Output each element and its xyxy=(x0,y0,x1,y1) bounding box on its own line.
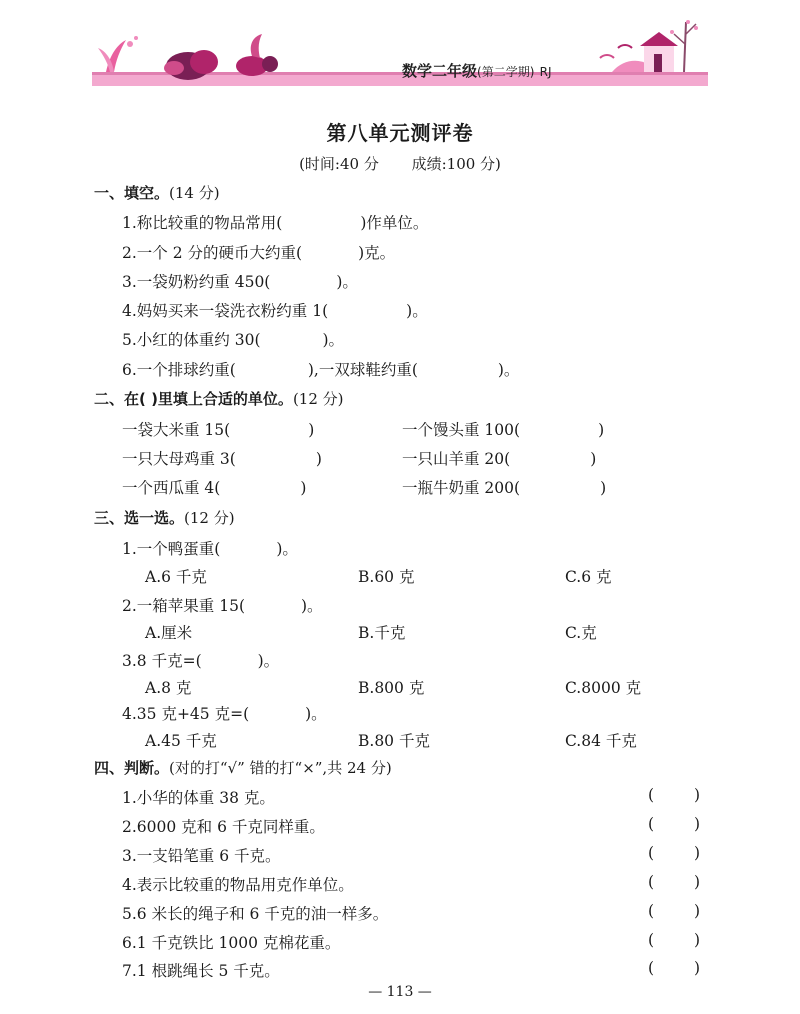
judge-answer-box[interactable] xyxy=(648,959,700,977)
choice-question-text: 4.35 克+45 克=( xyxy=(122,705,250,723)
choice-option[interactable]: A.45 千克 xyxy=(145,732,217,750)
paren-open: ( xyxy=(648,959,655,977)
section-4-points: (对的打“√” 错的打“×”,共 24 分) xyxy=(169,759,392,777)
judge-answer-box[interactable] xyxy=(648,786,700,804)
fill-item-text: ),一双球鞋约重( xyxy=(307,361,418,379)
choice-question-4 xyxy=(122,702,327,724)
fill-item-3 xyxy=(122,270,358,292)
unit-item-text: 一个西瓜重 4( xyxy=(122,479,221,497)
section-2-title: 二、在( )里填上合适的单位。 xyxy=(94,390,293,408)
fill-item-text: )。 xyxy=(336,273,358,291)
paren-close: ) xyxy=(693,931,700,949)
fill-item-text: )。 xyxy=(406,302,428,320)
choice-option[interactable]: C.6 克 xyxy=(565,568,612,586)
fill-item-text: 5.小红的体重约 30( xyxy=(122,331,261,349)
judge-item-3: 3.一支铅笔重 6 千克。 xyxy=(122,847,281,865)
book-title: 数学二年级 xyxy=(402,62,478,80)
banner-title xyxy=(402,60,552,81)
exam-info xyxy=(0,153,800,174)
unit-item-left-3 xyxy=(122,476,306,498)
section-3-heading xyxy=(94,507,235,528)
unit-item-left-2 xyxy=(122,447,322,469)
unit-item-text: ) xyxy=(598,421,605,439)
exam-time: (时间:40 分 xyxy=(299,155,379,173)
unit-item-text: ) xyxy=(300,479,307,497)
judge-answer-box[interactable] xyxy=(648,873,700,891)
paren-open: ( xyxy=(648,902,655,920)
paren-close: ) xyxy=(693,844,700,862)
paren-open: ( xyxy=(648,931,655,949)
paren-close: ) xyxy=(693,902,700,920)
judge-item-2: 2.6000 克和 6 千克同样重。 xyxy=(122,818,325,836)
judge-item-6: 6.1 千克铁比 1000 克棉花重。 xyxy=(122,934,341,952)
fill-item-text: 4.妈妈买来一袋洗衣粉约重 1( xyxy=(122,302,329,320)
choice-question-text: 1.一个鸭蛋重( xyxy=(122,540,221,558)
unit-item-text: 一瓶牛奶重 200( xyxy=(402,479,521,497)
judge-item-7: 7.1 根跳绳长 5 千克。 xyxy=(122,962,280,980)
unit-item-right-1 xyxy=(402,418,604,440)
choice-option[interactable]: B.80 千克 xyxy=(358,732,430,750)
paren-close: ) xyxy=(693,786,700,804)
choice-question-text: )。 xyxy=(257,652,280,670)
paren-open: ( xyxy=(648,815,655,833)
unit-item-text: ) xyxy=(590,450,597,468)
paren-open: ( xyxy=(648,844,655,862)
unit-item-right-2 xyxy=(402,447,596,469)
exam-score: 成绩:100 分) xyxy=(411,155,501,173)
header-banner xyxy=(92,14,708,86)
fill-item-text: 2.一个 2 分的硬币大约重( xyxy=(122,244,303,262)
fill-item-text: )。 xyxy=(322,331,345,349)
choice-option[interactable]: C.克 xyxy=(565,624,597,642)
choice-question-3 xyxy=(122,649,279,671)
choice-option[interactable]: C.8000 克 xyxy=(565,679,642,697)
choice-option[interactable]: C.84 千克 xyxy=(565,732,637,750)
section-1-points: (14 分) xyxy=(169,184,220,202)
fill-item-text: )克。 xyxy=(358,244,396,262)
unit-item-text: 一只山羊重 20( xyxy=(402,450,511,468)
unit-item-text: 一袋大米重 15( xyxy=(122,421,231,439)
judge-item-4: 4.表示比较重的物品用克作单位。 xyxy=(122,876,354,894)
paren-open: ( xyxy=(648,873,655,891)
judge-answer-box[interactable] xyxy=(648,815,700,833)
page-title: 第八单元测评卷 xyxy=(326,121,474,145)
section-1-title: 一、填空。 xyxy=(94,184,170,202)
unit-item-text: ) xyxy=(315,450,322,468)
section-4-heading xyxy=(94,757,392,778)
paren-close: ) xyxy=(693,873,700,891)
fill-item-text: )。 xyxy=(497,361,520,379)
page-number: — 113 — xyxy=(368,984,432,1000)
fill-item-1 xyxy=(122,211,428,233)
choice-question-1 xyxy=(122,537,298,559)
choice-question-text: )。 xyxy=(305,705,327,723)
section-2-heading xyxy=(94,388,344,409)
choice-option[interactable]: A.6 千克 xyxy=(145,568,207,586)
fill-item-text: )作单位。 xyxy=(360,214,429,232)
choice-question-text: )。 xyxy=(276,540,298,558)
choice-option[interactable]: B.800 克 xyxy=(358,679,425,697)
judge-item-5: 5.6 米长的绳子和 6 千克的油一样多。 xyxy=(122,905,389,923)
unit-item-text: 一只大母鸡重 3( xyxy=(122,450,236,468)
section-3-title: 三、选一选。 xyxy=(94,509,185,527)
judge-item-1: 1.小华的体重 38 克。 xyxy=(122,789,275,807)
paren-close: ) xyxy=(693,959,700,977)
judge-answer-box[interactable] xyxy=(648,844,700,862)
fill-item-2 xyxy=(122,241,395,263)
book-term: (第二学期) xyxy=(477,65,535,79)
paren-close: ) xyxy=(693,815,700,833)
fill-item-text: 3.一袋奶粉约重 450( xyxy=(122,273,271,291)
unit-item-left-1 xyxy=(122,418,314,440)
unit-item-text: ) xyxy=(600,479,607,497)
fill-item-4 xyxy=(122,299,428,321)
unit-item-text: 一个馒头重 100( xyxy=(402,421,521,439)
section-2-points: (12 分) xyxy=(292,390,344,408)
judge-answer-box[interactable] xyxy=(648,902,700,920)
banner-decoration xyxy=(92,14,708,86)
fill-item-6 xyxy=(122,358,519,380)
unit-item-text: ) xyxy=(308,421,315,439)
judge-answer-box[interactable] xyxy=(648,931,700,949)
paren-open: ( xyxy=(648,786,655,804)
choice-question-2 xyxy=(122,594,323,616)
section-1-heading xyxy=(94,182,220,203)
book-edition: RJ xyxy=(539,65,552,79)
choice-question-text: 3.8 千克=( xyxy=(122,652,202,670)
unit-item-right-3 xyxy=(402,476,606,498)
section-4-title: 四、判断。 xyxy=(94,759,170,777)
choice-option[interactable]: B.千克 xyxy=(358,624,406,642)
choice-question-text: )。 xyxy=(301,597,323,615)
fill-item-text: 1.称比较重的物品常用( xyxy=(122,214,283,232)
section-3-points: (12 分) xyxy=(184,509,235,527)
choice-option[interactable]: A.8 克 xyxy=(145,679,192,697)
choice-option[interactable]: A.厘米 xyxy=(145,624,193,642)
choice-option[interactable]: B.60 克 xyxy=(358,568,415,586)
choice-question-text: 2.一箱苹果重 15( xyxy=(122,597,245,615)
fill-item-5 xyxy=(122,328,344,350)
fill-item-text: 6.一个排球约重( xyxy=(122,361,236,379)
